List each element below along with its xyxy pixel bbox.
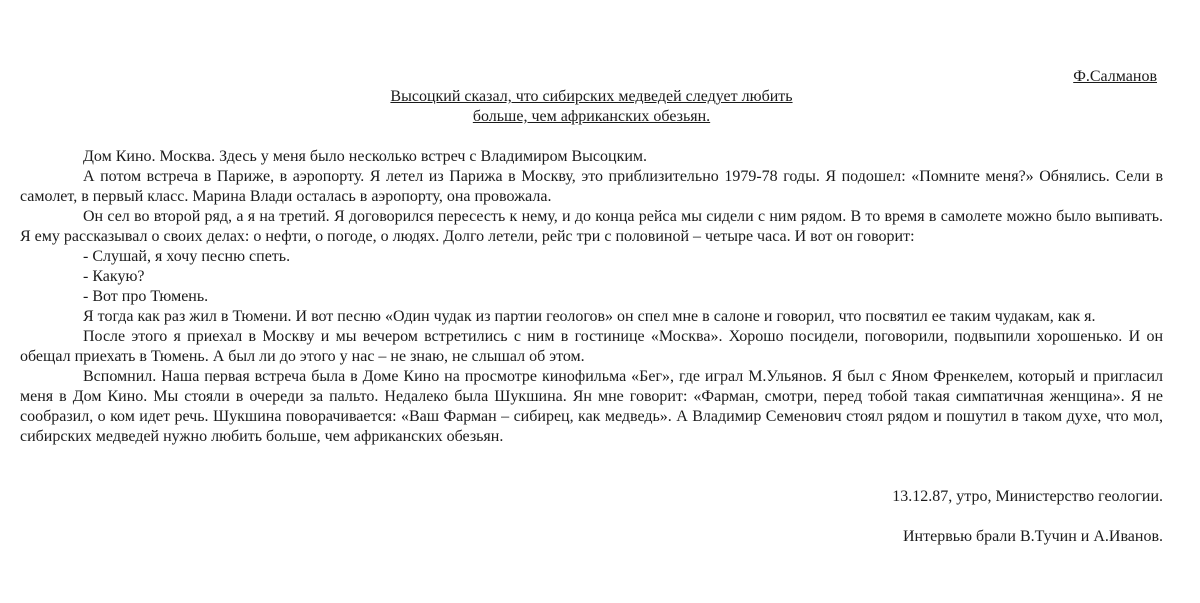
dialogue-line: - Слушай, я хочу песню спеть. (83, 248, 291, 265)
author-name: Ф.Салманов (1073, 68, 1157, 85)
article-headline (20, 87, 1163, 127)
headline-line-2: больше, чем африканских обезьян. (472, 108, 711, 125)
paragraph: Он сел во второй ряд, а я на третий. Я договорился пересесть к нему, и до конца рейса мы сидели с ним рядом. В то время в самолете можно было выпивать. Я ему рассказывал о своих делах: о нефти, о погоде, о людях. Долго летели, рейс три с половиной – четыре часа. И вот он говорит: (20, 208, 1163, 245)
paragraph: Вспомнил. Наша первая встреча была в Доме Кино на просмотре кинофильма «Бег», где играл М.Ульянов. Я был с Яном Френкелем, который и пригласил меня в Дом Кино. Мы стояли в очереди за пальто. Недалеко была Шукшина. Ян мне говорит: «Фарман, смотри, перед тобой такая симпатичная женщина». Я не сообразил, о ком идет речь. Шукшина поворачивается: «Ваш Фарман – сибирец, как медведь». А Владимир Семенович стоял рядом и пошутил в таком духе, что мол, сибирских медведей нужно любить больше, чем африканских обезьян. (20, 368, 1163, 445)
paragraph: А потом встреча в Париже, в аэропорту. Я летел из Парижа в Москву, это приблизительно 1979-78 годы. Я подошел: «Помните меня?» Обнялись. Сели в самолет, в первый класс. Марина Влади осталась в аэропорту, она провожала. (20, 168, 1163, 205)
article-body (20, 147, 1163, 447)
dialogue-line: - Вот про Тюмень. (83, 288, 209, 305)
document-footer (20, 487, 1163, 547)
paragraph: После этого я приехал в Москву и мы вечером встретились с ним в гостинице «Москва». Хорошо посидели, поговорили, подвыпили хорошенько. И он обещал приехать в Тюмень. А был ли до этого у нас – не знаю, не слышал об этом. (20, 328, 1163, 365)
dialogue-line: - Какую? (83, 268, 145, 285)
paragraph: Я тогда как раз жил в Тюмени. И вот песню «Один чудак из партии геологов» он спел мне в салоне и говорил, что посвятил ее таким чудакам, как я. (83, 308, 1096, 325)
date-place-note: 13.12.87, утро, Министерство геологии. (892, 488, 1163, 505)
headline-line-1: Высоцкий сказал, что сибирских медведей следует любить (390, 88, 793, 105)
document-page (20, 67, 1163, 547)
interviewers-note: Интервью брали В.Тучин и А.Иванов. (903, 528, 1163, 545)
paragraph: Дом Кино. Москва. Здесь у меня было несколько встреч с Владимиром Высоцким. (83, 148, 648, 165)
